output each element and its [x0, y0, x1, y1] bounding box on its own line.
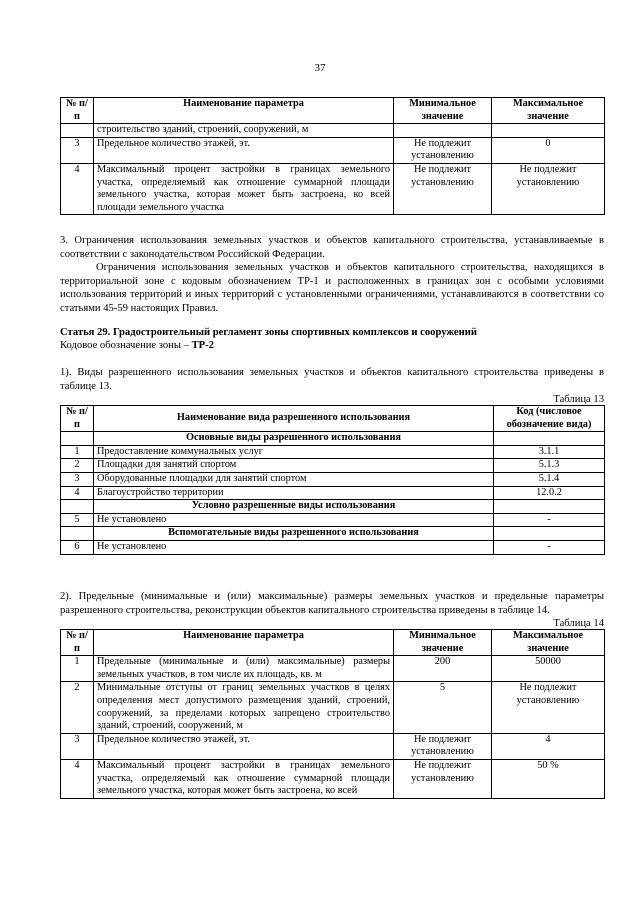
table-row: [61, 137, 605, 163]
section-row: [61, 432, 605, 446]
table-row: [61, 459, 605, 473]
zone-code: ТР-2: [191, 340, 214, 351]
cell-code: 5.1.3: [494, 459, 605, 473]
cell-max: Не подлежит установлению: [492, 163, 605, 214]
header-parameter: Наименование параметра: [94, 630, 394, 656]
header-min: Минимальное значение: [394, 630, 492, 656]
cell-use-name: Оборудованные площадки для занятий спортом: [94, 472, 494, 486]
paragraph-restrictions: 3. Ограничения использования земельных участков и объектов капитального строительства, устанавливаемые в соответствии с законодательством Российской Федерации.: [60, 235, 604, 260]
cell-parameter: Максимальный процент застройки в границах земельного участка, определяемый как отношение суммарной площади земельного участка, которая может быть застроена, ко всей: [94, 759, 394, 798]
cell-number: 5: [61, 513, 94, 527]
table-row: [61, 682, 605, 733]
cell-number: [61, 124, 94, 138]
cell-number: 3: [61, 137, 94, 163]
table-row: [61, 656, 605, 682]
cell-max: 50 %: [492, 759, 605, 798]
table-row: [61, 513, 605, 527]
paragraph-parameters: 2). Предельные (минимальные и (или) максимальные) размеры земельных участков и предельные параметры разрешенного строительства, реконструкции объектов капитального строительства приведены в таблице 14.: [60, 591, 604, 616]
section-main-uses: Основные виды разрешенного использования: [94, 432, 494, 446]
table14-caption: Таблица 14: [553, 618, 604, 629]
table13-caption: Таблица 13: [553, 394, 604, 405]
cell-parameter: Предельные (минимальные и (или) максимальные) размеры земельных участков, в том числе их площадь, кв. м: [94, 656, 394, 682]
cell-number: 3: [61, 472, 94, 486]
cell-code: -: [494, 513, 605, 527]
cell-min: 5: [394, 682, 492, 733]
section-conditional-uses: Условно разрешенные виды использования: [94, 500, 494, 514]
section-auxiliary-uses: Вспомогательные виды разрешенного использования: [94, 527, 494, 541]
header-parameter: Наименование параметра: [94, 98, 394, 124]
table-14: [60, 629, 605, 799]
cell-min: Не подлежит установлению: [394, 137, 492, 163]
cell-parameter: строительство зданий, строений, сооружений, м: [94, 124, 394, 138]
cell-number: 2: [61, 459, 94, 473]
header-use-name: Наименование вида разрешенного использования: [94, 406, 494, 432]
cell-min: Не подлежит установлению: [394, 163, 492, 214]
cell-parameter: Минимальные отступы от границ земельных участков в целях определения мест допустимого размещения зданий, строений, сооружений, за пределами которых запрещено строительство зданий, строений, сооружений, м: [94, 682, 394, 733]
table-row: [61, 445, 605, 459]
header-number: № п/п: [61, 98, 94, 124]
cell-use-name: Предоставление коммунальных услуг: [94, 445, 494, 459]
cell-number: 4: [61, 759, 94, 798]
header-code: Код (числовое обозначение вида): [494, 406, 605, 432]
cell-max: [492, 124, 605, 138]
cell-parameter: Предельное количество этажей, эт.: [94, 733, 394, 759]
cell-number: 6: [61, 540, 94, 554]
cell-max: 0: [492, 137, 605, 163]
cell-code: 3.1.1: [494, 445, 605, 459]
parameters-table-continued: [60, 97, 605, 215]
cell-number: 1: [61, 445, 94, 459]
cell-max: 50000: [492, 656, 605, 682]
table-row: [61, 733, 605, 759]
cell-number: 4: [61, 486, 94, 500]
table-row: [61, 124, 605, 138]
cell-parameter: Предельное количество этажей, эт.: [94, 137, 394, 163]
cell-code: -: [494, 540, 605, 554]
cell-number: 2: [61, 682, 94, 733]
cell-min: 200: [394, 656, 492, 682]
cell-number: 1: [61, 656, 94, 682]
cell-number: 3: [61, 733, 94, 759]
page-number: 37: [314, 62, 326, 74]
cell-number: 4: [61, 163, 94, 214]
cell-use-name: Площадки для занятий спортом: [94, 459, 494, 473]
header-max: Максимальное значение: [492, 630, 605, 656]
table-row: [61, 759, 605, 798]
cell-max: 4: [492, 733, 605, 759]
header-max: Максимальное значение: [492, 98, 605, 124]
paragraph-restrictions-detail: Ограничения использования земельных участков и объектов капитального строительства, находящихся в территориальной зоне с кодовым обозначением ТР-1 и расположенных в границах зон с особыми условиями использования территорий и иных территорий с установленными ограничениями, устанавливаются в соответствии со статьями 45-59 настоящих Правил.: [60, 262, 604, 314]
table-header-row: [61, 630, 605, 656]
cell-parameter: Максимальный процент застройки в границах земельного участка, определяемый как отношение суммарной площади земельного участка, которая может быть застроена, ко всей площади земельного участка: [94, 163, 394, 214]
table-header-row: [61, 406, 605, 432]
section-row: [61, 500, 605, 514]
table-row: [61, 163, 605, 214]
cell-min: Не подлежит установлению: [394, 733, 492, 759]
cell-min: Не подлежит установлению: [394, 759, 492, 798]
cell-code: 12.0.2: [494, 486, 605, 500]
paragraph-uses: 1). Виды разрешенного использования земельных участков и объектов капитального строительства приведены в таблице 13.: [60, 367, 604, 392]
table-row: [61, 540, 605, 554]
cell-code: 5.1.4: [494, 472, 605, 486]
article-title: Статья 29. Градостроительный регламент зоны спортивных комплексов и сооружений: [60, 327, 477, 338]
cell-use-name: Не установлено: [94, 513, 494, 527]
table-row: [61, 486, 605, 500]
zone-code-line: [60, 339, 604, 353]
header-number: № п/п: [61, 630, 94, 656]
cell-min: [394, 124, 492, 138]
section-row: [61, 527, 605, 541]
cell-use-name: Благоустройство территории: [94, 486, 494, 500]
cell-max: Не подлежит установлению: [492, 682, 605, 733]
table-header-row: [61, 98, 605, 124]
header-min: Минимальное значение: [394, 98, 492, 124]
cell-use-name: Не установлено: [94, 540, 494, 554]
zone-code-label: Кодовое обозначение зоны –: [60, 340, 192, 351]
table-13: [60, 405, 605, 555]
header-number: № п/п: [61, 406, 94, 432]
table-row: [61, 472, 605, 486]
